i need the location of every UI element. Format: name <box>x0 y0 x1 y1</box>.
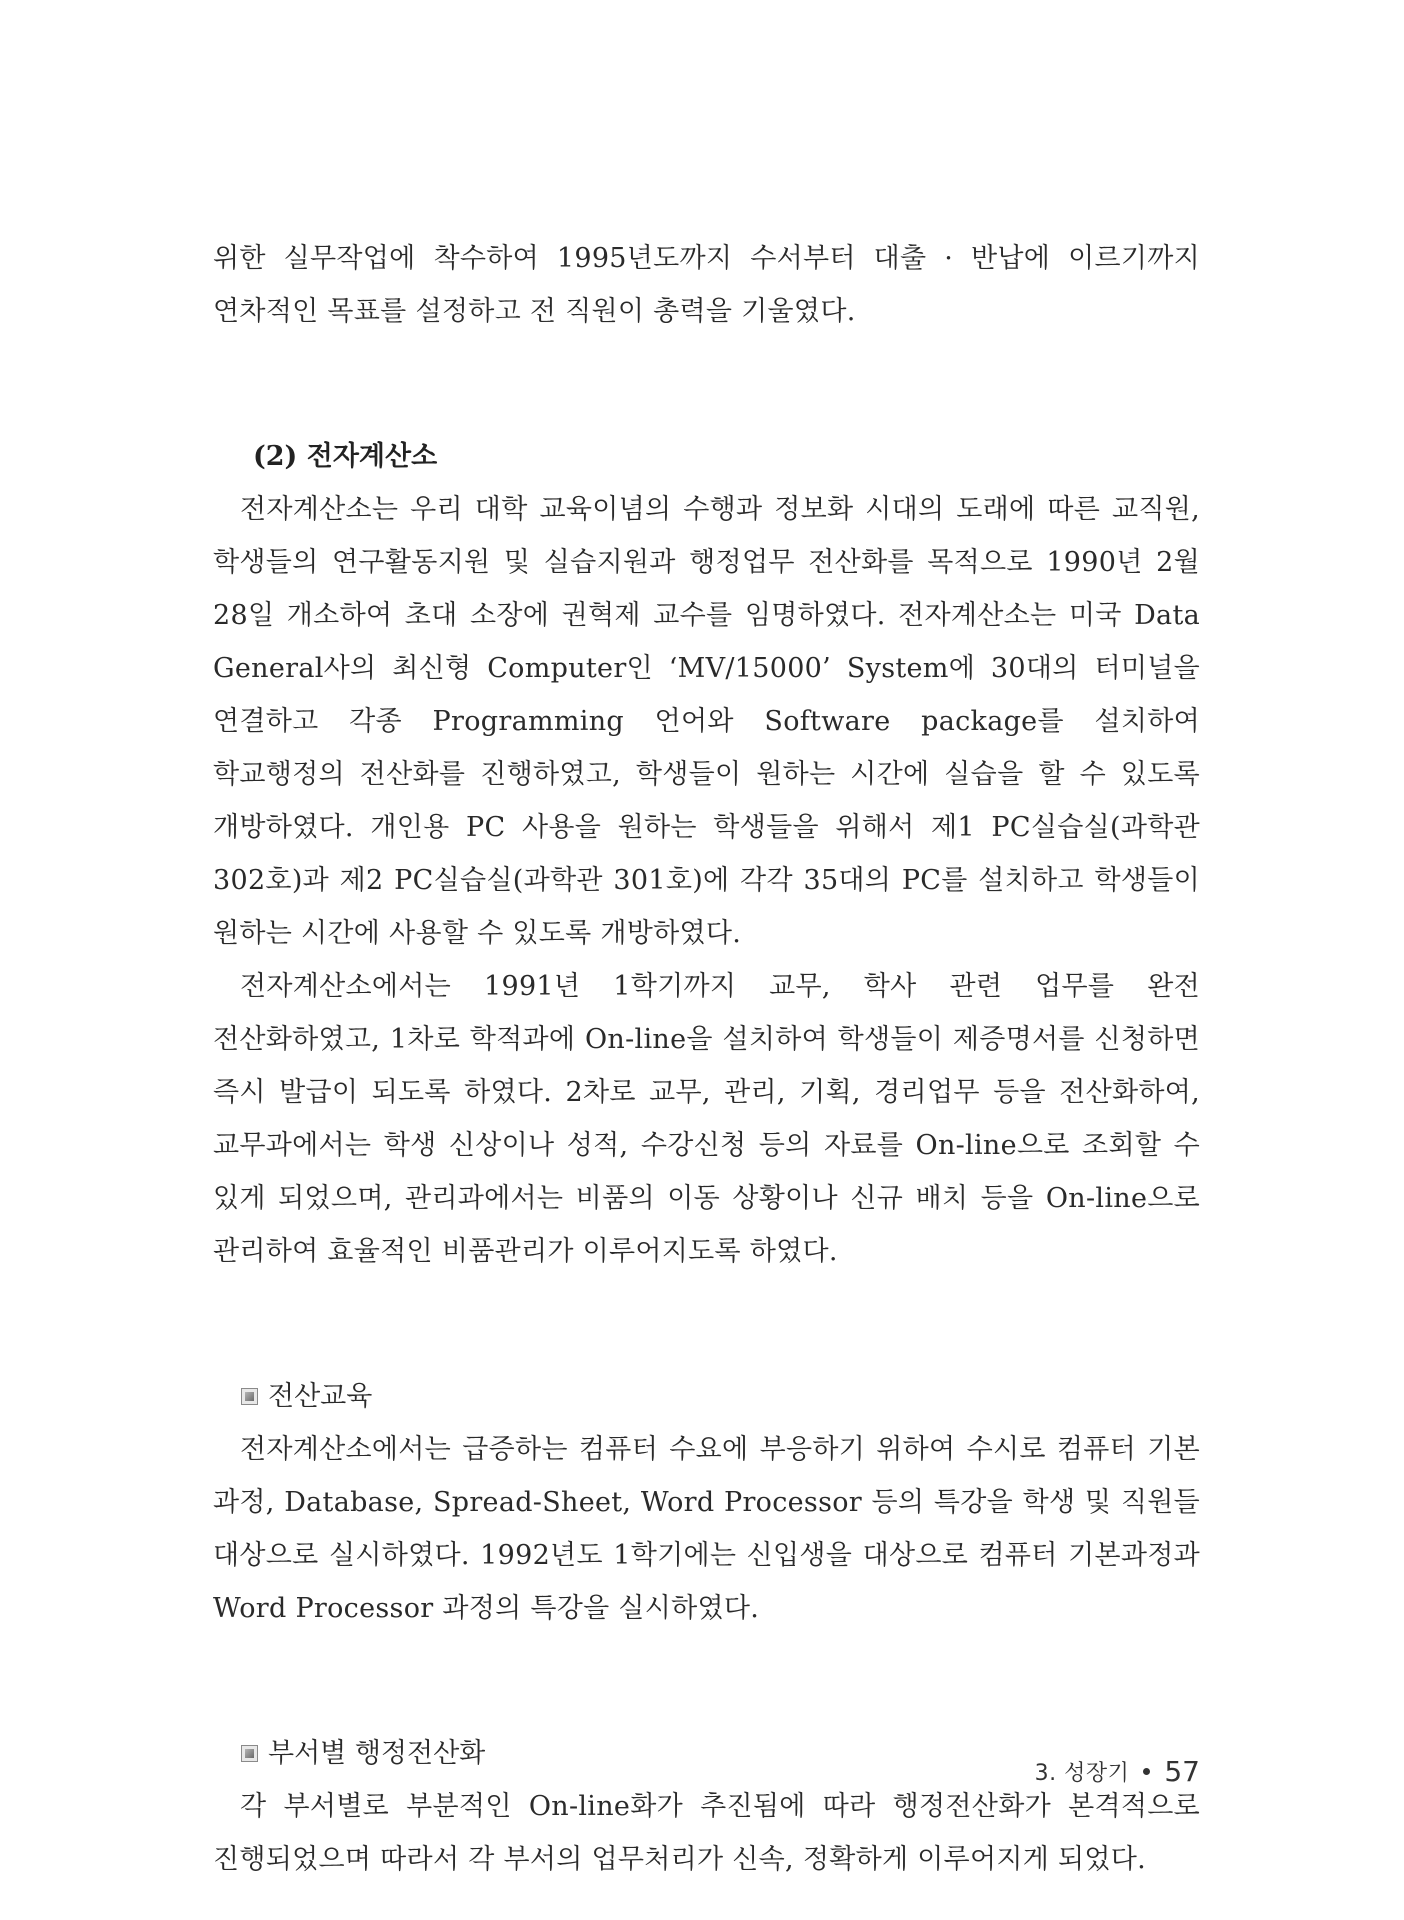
page-number: 57 <box>1164 1755 1200 1788</box>
page-footer <box>1035 1755 1200 1788</box>
subsection-paragraph-2: 각 부서별로 부분적인 On-line화가 추진됨에 따라 행정전산화가 본격적으로 진행되었으며 따라서 각 부서의 업무처리가 신속, 정확하게 이루어지게 되었다. <box>213 1791 1200 1875</box>
section-paragraph-1: 전자계산소는 우리 대학 교육이념의 수행과 정보화 시대의 도래에 따른 교직원, 학생들의 연구활동지원 및 실습지원과 행정업무 전산화를 목적으로 1990년 2월 28일 개소하여 초대 소장에 권혁제 교수를 임명하였다. 전자계산소는 미국 Data General사의 최신형 Computer인 ‘MV/15000’ System에 30대의 터미널을 연결하고 각종 Programming 언어와 Software package를 설치하여 학교행정의 전산화를 진행하였고, 학생들이 원하는 시간에 실습을 할 수 있도록 개방하였다. 개인용 PC 사용을 원하는 학생들을 위해서 제1 PC실습실(과학관 302호)과 제2 PC실습실(과학관 301호)에 각각 35대의 PC를 설치하고 학생들이 원하는 시간에 사용할 수 있도록 개방하였다. <box>213 494 1200 949</box>
subheading-computer-education <box>213 1370 1200 1423</box>
subheading-label: 전산교육 <box>268 1381 373 1412</box>
subsection-paragraph-1: 전자계산소에서는 급증하는 컴퓨터 수요에 부응하기 위하여 수시로 컴퓨터 기본 과정, Database, Spread-Sheet, Word Processor 등의 특강을 학생 및 직원들 대상으로 실시하였다. 1992년도 1학기에는 신입생을 대상으로 컴퓨터 기본과정과 Word Processor 과정의 특강을 실시하였다. <box>213 1434 1200 1624</box>
section-paragraph-2: 전자계산소에서는 1991년 1학기까지 교무, 학사 관련 업무를 완전 전산화하였고, 1차로 학적과에 On-line을 설치하여 학생들이 제증명서를 신청하면 즉시 발급이 되도록 하였다. 2차로 교무, 관리, 기획, 경리업무 등을 전산화하여, 교무과에서는 학생 신상이나 성적, 수강신청 등의 자료를 On-line으로 조회할 수 있게 되었으며, 관리과에서는 비품의 이동 상황이나 신규 배치 등을 On-line으로 관리하여 효율적인 비품관리가 이루어지도록 하였다. <box>213 971 1200 1267</box>
subheading-label: 부서별 행정전산화 <box>268 1738 486 1769</box>
section-heading: (2) 전자계산소 <box>253 441 438 472</box>
page-body <box>213 232 1200 1886</box>
square-bullet-icon <box>241 1745 258 1762</box>
intro-paragraph: 위한 실무작업에 착수하여 1995년도까지 수서부터 대출 · 반납에 이르기까지 연차적인 목표를 설정하고 전 직원이 총력을 기울였다. <box>213 243 1200 327</box>
square-bullet-icon <box>241 1388 258 1405</box>
bullet-dot-icon <box>1143 1768 1150 1775</box>
footer-chapter-label: 3. 성장기 <box>1034 1761 1130 1786</box>
